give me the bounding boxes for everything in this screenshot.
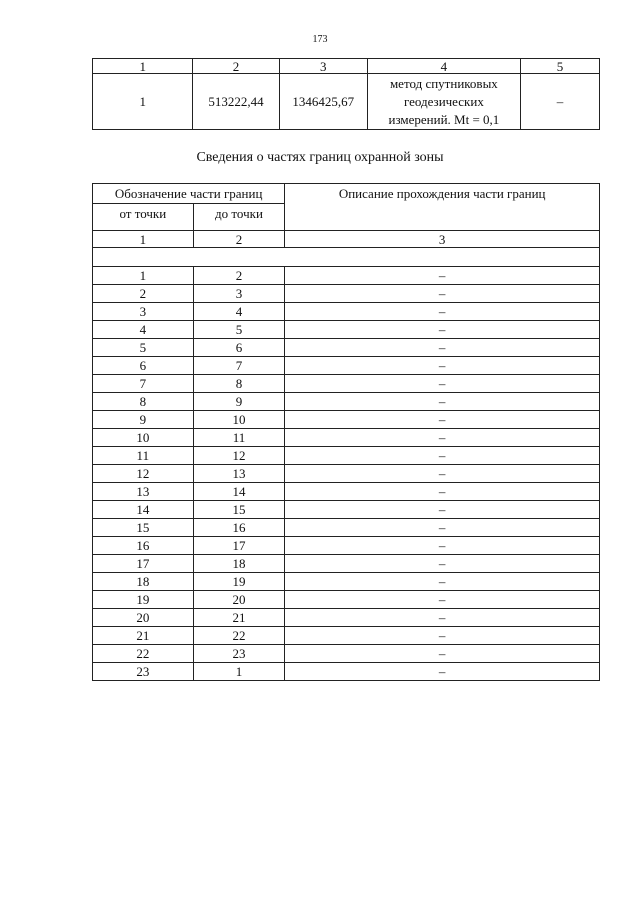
from-point-cell: 9 (93, 411, 194, 429)
description-cell: – (285, 537, 600, 555)
description-cell: – (285, 627, 600, 645)
from-point-cell: 6 (93, 357, 194, 375)
from-point-cell: 2 (93, 285, 194, 303)
table-row (93, 447, 600, 465)
from-point-cell: 3 (93, 303, 194, 321)
coordinate-y: 1346425,67 (279, 74, 367, 130)
to-point-cell: 6 (193, 339, 285, 357)
spacer-cell (93, 248, 600, 267)
description-cell: – (285, 447, 600, 465)
to-point-cell: 20 (193, 591, 285, 609)
description-cell: – (285, 267, 600, 285)
table-row (93, 537, 600, 555)
table-row (93, 645, 600, 663)
table-row (93, 303, 600, 321)
from-point-cell: 19 (93, 591, 194, 609)
method-line: метод спутниковых (389, 75, 498, 91)
coordinates-table (92, 58, 600, 130)
table-row (93, 609, 600, 627)
group-header: Обозначение части границ (93, 184, 285, 204)
method-line: геодезических (403, 93, 484, 109)
from-point-header: от точки (93, 204, 194, 231)
from-point-cell: 16 (93, 537, 194, 555)
to-point-cell: 3 (193, 285, 285, 303)
description-cell: – (285, 573, 600, 591)
description-cell: – (285, 591, 600, 609)
column-number: 2 (193, 59, 279, 74)
to-point-cell: 7 (193, 357, 285, 375)
description-cell: – (285, 501, 600, 519)
to-point-cell: 16 (193, 519, 285, 537)
to-point-cell: 1 (193, 663, 285, 681)
column-number: 1 (93, 59, 193, 74)
to-point-cell: 19 (193, 573, 285, 591)
to-point-cell: 9 (193, 393, 285, 411)
description-cell: – (285, 357, 600, 375)
description-cell: – (285, 663, 600, 681)
column-number: 1 (93, 231, 194, 248)
from-point-cell: 22 (93, 645, 194, 663)
table-row (93, 591, 600, 609)
from-point-cell: 4 (93, 321, 194, 339)
description-cell: – (285, 285, 600, 303)
from-point-cell: 15 (93, 519, 194, 537)
column-number: 2 (193, 231, 285, 248)
table-row (93, 375, 600, 393)
description-cell: – (285, 303, 600, 321)
table-row (93, 429, 600, 447)
column-number: 3 (279, 59, 367, 74)
to-point-cell: 18 (193, 555, 285, 573)
coordinate-x: 513222,44 (193, 74, 279, 130)
table-row (93, 627, 600, 645)
from-point-cell: 10 (93, 429, 194, 447)
to-point-cell: 13 (193, 465, 285, 483)
note-cell: – (520, 74, 599, 130)
table-row (93, 555, 600, 573)
column-number: 4 (367, 59, 520, 74)
from-point-cell: 23 (93, 663, 194, 681)
table-row (93, 74, 600, 130)
from-point-cell: 1 (93, 267, 194, 285)
table-row (93, 483, 600, 501)
description-cell: – (285, 645, 600, 663)
table-row (93, 465, 600, 483)
border-parts-table (92, 183, 600, 681)
to-point-cell: 12 (193, 447, 285, 465)
table-row (93, 501, 600, 519)
from-point-cell: 12 (93, 465, 194, 483)
description-cell: – (285, 393, 600, 411)
to-point-cell: 23 (193, 645, 285, 663)
from-point-cell: 14 (93, 501, 194, 519)
to-point-cell: 11 (193, 429, 285, 447)
from-point-cell: 20 (93, 609, 194, 627)
from-point-cell: 17 (93, 555, 194, 573)
description-cell: – (285, 609, 600, 627)
column-number-row (93, 231, 600, 248)
to-point-header: до точки (193, 204, 285, 231)
method-description (367, 74, 520, 130)
table-row (93, 357, 600, 375)
to-point-cell: 5 (193, 321, 285, 339)
from-point-cell: 18 (93, 573, 194, 591)
table-row (93, 321, 600, 339)
description-cell: – (285, 429, 600, 447)
from-point-cell: 21 (93, 627, 194, 645)
table-row (93, 519, 600, 537)
table-row (93, 393, 600, 411)
description-cell: – (285, 483, 600, 501)
to-point-cell: 8 (193, 375, 285, 393)
method-line: измерений. Mt = 0,1 (388, 111, 500, 127)
column-number: 5 (520, 59, 599, 74)
description-cell: – (285, 339, 600, 357)
page-number: 173 (312, 34, 328, 45)
table-row (93, 267, 600, 285)
table-header-row (93, 184, 600, 204)
table-row (93, 285, 600, 303)
table-row (93, 411, 600, 429)
description-cell: – (285, 555, 600, 573)
table-row (93, 339, 600, 357)
from-point-cell: 13 (93, 483, 194, 501)
from-point-cell: 8 (93, 393, 194, 411)
table-header-row (93, 59, 600, 74)
from-point-cell: 11 (93, 447, 194, 465)
section-title: Сведения о частях границ охранной зоны (196, 150, 444, 165)
to-point-cell: 21 (193, 609, 285, 627)
description-cell: – (285, 321, 600, 339)
column-number: 3 (285, 231, 600, 248)
to-point-cell: 10 (193, 411, 285, 429)
description-header: Описание прохождения части границ (285, 184, 600, 231)
spacer-row (93, 248, 600, 267)
table-row (93, 663, 600, 681)
to-point-cell: 17 (193, 537, 285, 555)
description-cell: – (285, 411, 600, 429)
table-row (93, 573, 600, 591)
from-point-cell: 5 (93, 339, 194, 357)
to-point-cell: 15 (193, 501, 285, 519)
description-cell: – (285, 375, 600, 393)
to-point-cell: 14 (193, 483, 285, 501)
point-number: 1 (93, 74, 193, 130)
to-point-cell: 22 (193, 627, 285, 645)
description-cell: – (285, 519, 600, 537)
from-point-cell: 7 (93, 375, 194, 393)
description-cell: – (285, 465, 600, 483)
to-point-cell: 2 (193, 267, 285, 285)
to-point-cell: 4 (193, 303, 285, 321)
